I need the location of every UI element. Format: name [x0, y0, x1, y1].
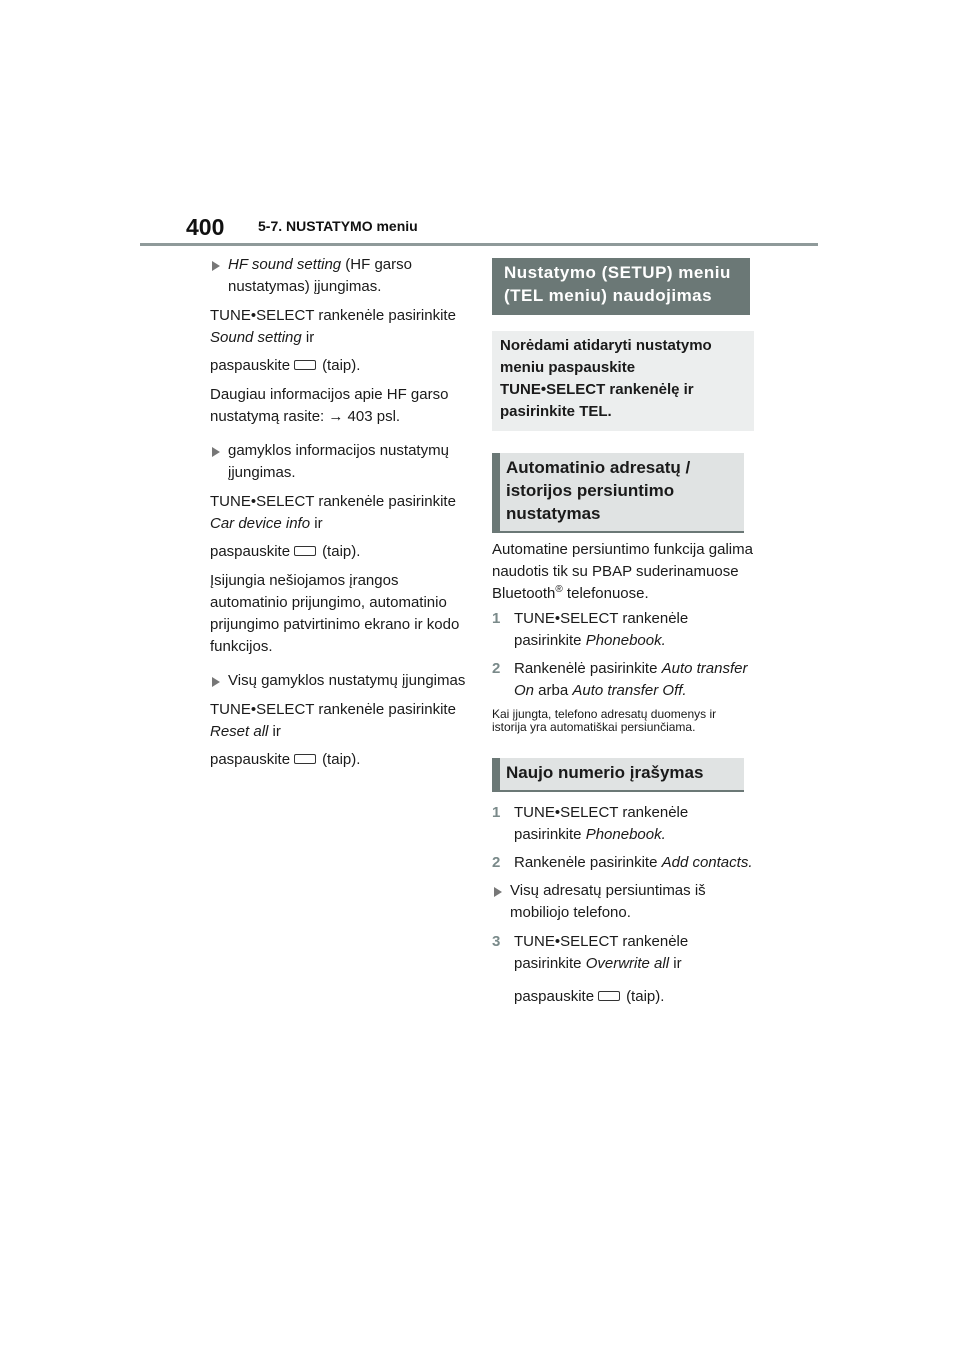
- press-yes-line: [492, 986, 754, 1008]
- paragraph: [492, 539, 754, 605]
- menu-option: Add contacts.: [661, 854, 753, 871]
- bullet-reset-all: [210, 670, 470, 692]
- left-column: [210, 254, 470, 779]
- yes-button-icon: [294, 546, 316, 556]
- text: ir: [268, 723, 281, 740]
- text: (taip).: [322, 357, 361, 374]
- bullet-factory-info: [210, 440, 470, 484]
- menu-option: Reset all: [210, 723, 269, 740]
- text: TUNE•SELECT rankenėle pasirinkite: [514, 610, 689, 649]
- triangle-bullet-icon: [212, 261, 220, 271]
- press-yes-line: [210, 541, 470, 563]
- header-rule: [140, 243, 818, 246]
- text: (taip).: [322, 543, 361, 560]
- paragraph: [210, 491, 470, 535]
- text: paspauskite: [514, 988, 595, 1005]
- paragraph: [210, 305, 470, 349]
- section-header: 5-7. NUSTATYMO meniu: [258, 218, 418, 234]
- step-number: 1: [492, 610, 501, 627]
- yes-button-icon: [294, 754, 316, 764]
- intro-box: Norėdami atidaryti nustatymo meniu paspauskite TUNE•SELECT rankenėlę ir pasirinkite TEL.: [492, 331, 754, 431]
- menu-option: Auto transfer On: [514, 660, 748, 699]
- yes-button-icon: [598, 991, 620, 1001]
- triangle-bullet-icon: [212, 677, 220, 687]
- yes-button-icon: [294, 360, 316, 370]
- step-1: [492, 802, 754, 846]
- paragraph: Daugiau informacijos apie HF garso nustatymą rasite: → 403 psl.: [210, 386, 449, 425]
- bullet-text: Visų gamyklos nustatymų įjungimas: [228, 672, 466, 689]
- text: (taip).: [322, 751, 361, 768]
- text: TUNE•SELECT rankenėle pasirinkite: [210, 307, 456, 324]
- step-2: [492, 658, 754, 702]
- section-title: Nustatymo (SETUP) meniu (TEL meniu) naudojimas: [492, 258, 750, 315]
- text: telefonuose.: [562, 585, 649, 602]
- step-number: 2: [492, 854, 501, 871]
- bullet-text: gamyklos informacijos nustatymų įjungimas.: [228, 442, 449, 481]
- text: paspauskite: [210, 751, 291, 768]
- text: Automatine persiuntimo funkcija galima naudotis tik su PBAP suderinamuose Bluetooth: [492, 541, 753, 602]
- press-yes-line: [210, 749, 470, 771]
- text: (taip).: [626, 988, 665, 1005]
- text: TUNE•SELECT rankenėle pasirinkite: [514, 804, 689, 843]
- registered-mark: ®: [555, 584, 563, 595]
- text: arba: [534, 682, 573, 699]
- text: ir: [310, 515, 323, 532]
- text: TUNE•SELECT rankenėle pasirinkite: [210, 493, 456, 510]
- step-number: 3: [492, 933, 501, 950]
- subsection-title: Naujo numerio įrašymas: [492, 758, 744, 792]
- triangle-bullet-icon: [494, 887, 502, 897]
- text: ir: [301, 329, 315, 346]
- right-column: [492, 258, 754, 1008]
- step-number: 1: [492, 804, 501, 821]
- menu-option: Car device info: [210, 515, 311, 532]
- page-number: 400: [186, 214, 225, 240]
- subsection-title: Automatinio adresatų / istorijos persiuntimo nustatymas: [492, 453, 744, 533]
- menu-option: Auto transfer Off.: [572, 682, 687, 699]
- step-2: [492, 852, 754, 874]
- menu-option: Sound setting: [210, 329, 302, 346]
- bullet-text: Visų adresatų persiuntimas iš mobiliojo telefono.: [510, 882, 706, 921]
- menu-option: Overwrite all: [585, 955, 670, 972]
- hf-sound-setting-label: HF sound setting: [228, 256, 342, 273]
- text: paspauskite: [210, 543, 291, 560]
- menu-option: Phonebook.: [585, 826, 666, 843]
- step-1: [492, 608, 754, 652]
- menu-option: Phonebook.: [585, 632, 666, 649]
- bullet-text: (HF garso nustatymas) įjungimas.: [228, 256, 412, 295]
- paragraph: Įsijungia nešiojamos įrangos automatinio prijungimo, automatinio prijungimo patvirtinimo ekrano ir kodo funkcijos.: [210, 572, 460, 655]
- text: Rankenėle pasirinkite: [514, 854, 662, 871]
- text: ir: [669, 955, 682, 972]
- step-3: [492, 931, 754, 975]
- text: Rankenėlė pasirinkite: [514, 660, 662, 677]
- press-yes-line: [210, 355, 470, 377]
- bullet-hf-sound: [210, 254, 470, 298]
- text: TUNE•SELECT rankenėle pasirinkite: [514, 933, 689, 972]
- bullet-transfer-all: [492, 880, 754, 924]
- text: paspauskite: [210, 357, 291, 374]
- note: Kai įjungta, telefono adresatų duomenys ir istorija yra automatiškai persiunčiama.: [492, 707, 717, 734]
- paragraph: [210, 699, 470, 743]
- text: TUNE•SELECT rankenėle pasirinkite: [210, 701, 456, 718]
- step-number: 2: [492, 660, 501, 677]
- triangle-bullet-icon: [212, 447, 220, 457]
